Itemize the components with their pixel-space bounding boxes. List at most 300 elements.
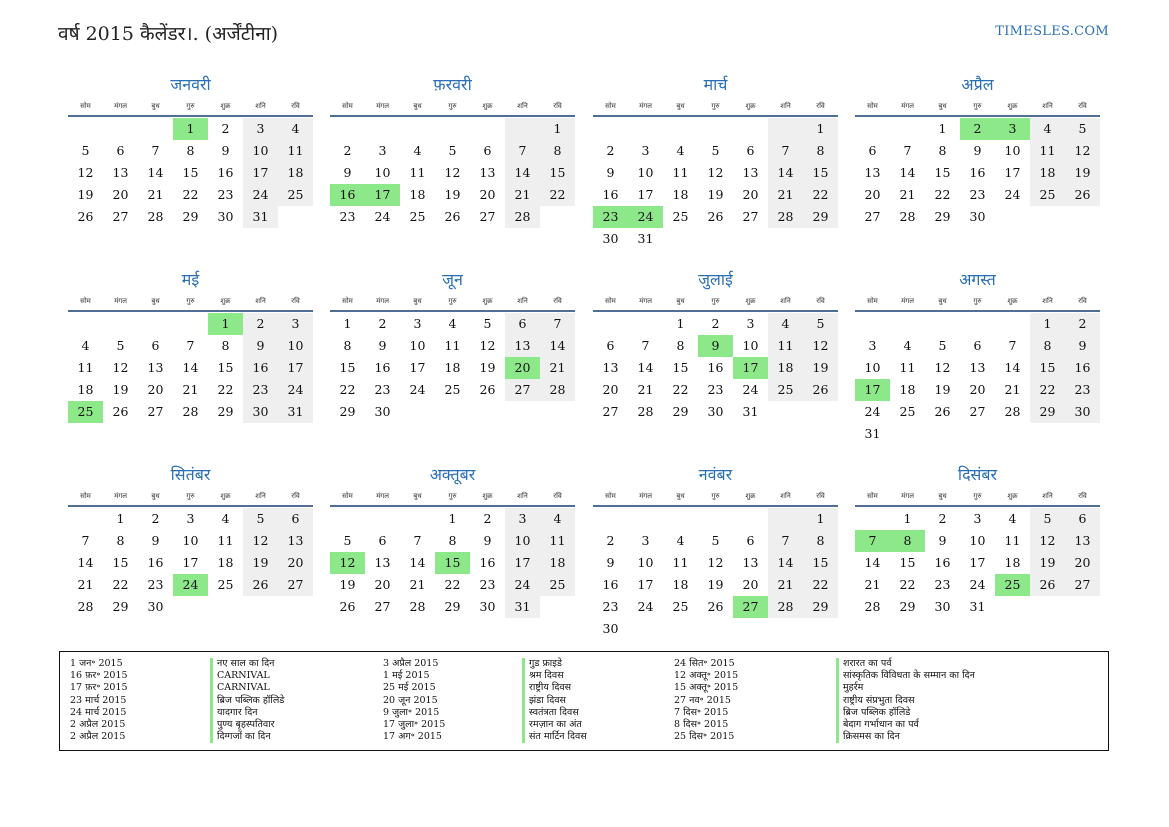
empty-cell — [628, 313, 663, 335]
day-cell: 18 — [409, 187, 426, 202]
day-cell: 16 — [479, 555, 496, 570]
holiday-names-col3 — [836, 658, 975, 743]
empty-cell — [68, 313, 103, 335]
day-cell: 8 — [1030, 335, 1065, 357]
day-cell: 28 — [768, 596, 803, 618]
empty-cell — [663, 118, 698, 140]
weekday-label: शुक्र — [220, 102, 231, 110]
day-cell: 8 — [448, 533, 457, 548]
weekday-label: बुध — [676, 102, 685, 110]
day-cell: 6 — [746, 533, 755, 548]
holiday-date: 20 जून 2015 — [383, 694, 438, 706]
month-block — [593, 72, 838, 250]
empty-cell — [593, 118, 628, 140]
day-cell: 6 — [973, 338, 982, 353]
holiday-date: 24 सित॰ 2015 — [674, 658, 735, 669]
day-cell: 23 — [934, 577, 951, 592]
day-cell: 21 — [77, 577, 94, 592]
holiday-name: राष्ट्रीय संप्रभुता दिवस — [836, 695, 975, 707]
holiday-date: 17 जुला॰ 2015 — [383, 719, 446, 731]
weekday-label: गुरु — [448, 492, 457, 500]
day-grid — [68, 508, 313, 618]
day-cell: 25 — [899, 404, 916, 419]
empty-cell — [855, 313, 890, 335]
day-cell: 13 — [1065, 530, 1100, 552]
holiday-day-cell: 8 — [890, 530, 925, 552]
holiday-date: 17 अग॰ 2015 — [383, 731, 442, 743]
holiday-date: 2 अप्रैल 2015 — [70, 719, 126, 731]
day-cell: 27 — [479, 209, 496, 224]
day-cell: 4 — [413, 143, 422, 158]
holiday-name: रमज़ान का अंत — [522, 719, 587, 731]
day-cell: 5 — [711, 533, 720, 548]
day-cell: 18 — [899, 382, 916, 397]
day-cell: 5 — [81, 143, 90, 158]
day-cell: 22 — [112, 577, 129, 592]
day-cell: 7 — [1008, 338, 1017, 353]
day-grid — [593, 508, 838, 640]
day-cell: 8 — [343, 338, 352, 353]
day-cell: 11 — [77, 360, 94, 375]
weekday-label: शुक्र — [482, 297, 493, 305]
day-cell: 25 — [672, 599, 689, 614]
day-cell: 14 — [899, 165, 916, 180]
day-cell: 27 — [864, 209, 881, 224]
weekday-label: सोम — [605, 492, 616, 500]
day-cell: 26 — [707, 209, 724, 224]
day-cell: 8 — [186, 143, 195, 158]
day-cell: 28 — [540, 379, 575, 401]
brand-link[interactable]: TIMESLES.COM — [995, 24, 1109, 39]
day-cell: 26 — [1030, 574, 1065, 596]
header-rule — [330, 115, 575, 117]
day-cell: 28 — [768, 206, 803, 228]
holiday-name: ब्रिज पब्लिक हॉलिडे — [836, 707, 975, 719]
holiday-name: CARNIVAL — [210, 682, 284, 694]
day-cell: 12 — [1065, 140, 1100, 162]
weekday-label: शुक्र — [482, 492, 493, 500]
weekday-label: शनि — [517, 492, 528, 500]
day-cell: 15 — [899, 555, 916, 570]
day-cell: 25 — [444, 382, 461, 397]
day-cell: 26 — [243, 574, 278, 596]
weekday-header — [330, 98, 575, 114]
weekday-label: शनि — [1042, 297, 1053, 305]
empty-cell — [890, 313, 925, 335]
weekday-label: शनि — [255, 102, 266, 110]
holiday-day-cell: 2 — [960, 118, 995, 140]
month-name: मार्च — [703, 75, 728, 94]
day-cell: 20 — [112, 187, 129, 202]
day-cell: 17 — [969, 555, 986, 570]
day-cell: 17 — [637, 187, 654, 202]
holiday-name: दिग्गजों का दिन — [210, 731, 284, 743]
day-cell: 24 — [637, 599, 654, 614]
day-cell: 22 — [444, 577, 461, 592]
day-cell: 19 — [339, 577, 356, 592]
month-name: दिसंबर — [957, 465, 998, 484]
day-cell: 4 — [676, 533, 685, 548]
day-cell: 18 — [768, 357, 803, 379]
empty-cell — [925, 313, 960, 335]
day-cell: 3 — [378, 143, 387, 158]
holiday-name: क्रिसमस का दिन — [836, 731, 975, 743]
day-cell: 19 — [444, 187, 461, 202]
day-cell: 24 — [1004, 187, 1021, 202]
month-name: सितंबर — [170, 465, 211, 484]
holiday-date: 24 मार्च 2015 — [70, 706, 127, 718]
weekday-label: रवि — [291, 297, 300, 305]
day-cell: 1 — [903, 511, 912, 526]
day-cell: 18 — [278, 162, 313, 184]
day-cell: 23 — [147, 577, 164, 592]
weekday-label: गुरु — [973, 102, 982, 110]
day-cell: 28 — [1004, 404, 1021, 419]
day-cell: 27 — [112, 209, 129, 224]
empty-cell — [768, 118, 803, 140]
day-cell: 29 — [1030, 401, 1065, 423]
month-block — [330, 72, 575, 228]
day-cell: 11 — [1030, 140, 1065, 162]
day-cell: 31 — [969, 599, 986, 614]
day-cell: 15 — [803, 162, 838, 184]
day-cell: 2 — [938, 511, 947, 526]
day-cell: 21 — [768, 574, 803, 596]
holiday-name: नए साल का दिन — [210, 658, 284, 670]
empty-cell — [855, 118, 890, 140]
day-cell: 31 — [637, 231, 654, 246]
day-cell: 12 — [444, 165, 461, 180]
day-cell: 18 — [540, 552, 575, 574]
day-cell: 8 — [116, 533, 125, 548]
weekday-header — [330, 293, 575, 309]
day-cell: 16 — [243, 357, 278, 379]
day-cell: 6 — [483, 143, 492, 158]
day-cell: 26 — [707, 599, 724, 614]
weekday-label: गुरु — [448, 297, 457, 305]
weekday-label: शुक्र — [745, 297, 756, 305]
day-cell: 18 — [1030, 162, 1065, 184]
holiday-day-cell: 27 — [733, 596, 768, 618]
holiday-name: सांस्कृतिक विविधता के सम्मान का दिन — [836, 670, 975, 682]
day-cell: 28 — [637, 404, 654, 419]
day-cell: 30 — [243, 401, 278, 423]
day-cell: 19 — [112, 382, 129, 397]
month-name: अगस्त — [959, 270, 996, 289]
empty-cell — [628, 508, 663, 530]
weekday-header — [68, 488, 313, 504]
day-cell: 30 — [969, 209, 986, 224]
day-cell: 4 — [221, 511, 230, 526]
holiday-name: गुड फ्राइडे — [522, 658, 587, 670]
weekday-label: मंगल — [376, 297, 389, 305]
day-cell: 22 — [803, 184, 838, 206]
day-cell: 11 — [899, 360, 916, 375]
day-cell: 17 — [278, 357, 313, 379]
month-block — [68, 462, 313, 618]
day-cell: 26 — [1065, 184, 1100, 206]
day-cell: 19 — [934, 382, 951, 397]
day-cell: 5 — [483, 316, 492, 331]
day-cell: 27 — [505, 379, 540, 401]
holiday-day-cell: 12 — [330, 552, 365, 574]
holiday-day-cell: 1 — [208, 313, 243, 335]
day-cell: 1 — [448, 511, 457, 526]
weekday-label: गुरु — [186, 492, 195, 500]
day-cell: 23 — [1065, 379, 1100, 401]
day-cell: 30 — [707, 404, 724, 419]
day-cell: 12 — [243, 530, 278, 552]
day-cell: 11 — [444, 338, 461, 353]
day-cell: 29 — [934, 209, 951, 224]
day-cell: 10 — [182, 533, 199, 548]
day-cell: 15 — [672, 360, 689, 375]
day-cell: 14 — [409, 555, 426, 570]
day-cell: 24 — [969, 577, 986, 592]
day-cell: 8 — [803, 530, 838, 552]
day-cell: 18 — [217, 555, 234, 570]
month-block — [330, 462, 575, 618]
day-cell: 10 — [742, 338, 759, 353]
weekday-header — [593, 488, 838, 504]
weekday-label: मंगल — [639, 102, 652, 110]
day-cell: 25 — [672, 209, 689, 224]
month-name: नवंबर — [698, 465, 733, 484]
header-rule — [593, 505, 838, 507]
day-cell: 23 — [707, 382, 724, 397]
empty-cell — [733, 508, 768, 530]
day-cell: 13 — [112, 165, 129, 180]
empty-cell — [365, 508, 400, 530]
day-cell: 20 — [147, 382, 164, 397]
day-cell: 5 — [1065, 118, 1100, 140]
month-name: मई — [181, 270, 200, 289]
empty-cell — [698, 508, 733, 530]
day-grid — [593, 313, 838, 423]
empty-cell — [330, 508, 365, 530]
day-cell: 23 — [374, 382, 391, 397]
holiday-date: 1 जन॰ 2015 — [70, 658, 123, 669]
weekday-label: बुध — [151, 492, 160, 500]
day-cell: 26 — [112, 404, 129, 419]
day-cell: 3 — [641, 143, 650, 158]
weekday-header — [593, 98, 838, 114]
day-cell: 1 — [343, 316, 352, 331]
day-cell: 3 — [746, 316, 755, 331]
holiday-day-cell: 24 — [628, 206, 663, 228]
weekday-label: रवि — [816, 297, 825, 305]
day-cell: 1 — [116, 511, 125, 526]
day-cell: 29 — [339, 404, 356, 419]
holiday-dates-col2 — [383, 658, 445, 743]
day-grid — [330, 118, 575, 228]
day-cell: 12 — [803, 335, 838, 357]
holiday-day-cell: 25 — [995, 574, 1030, 596]
day-cell: 8 — [221, 338, 230, 353]
day-cell: 11 — [217, 533, 234, 548]
day-cell: 4 — [1008, 511, 1017, 526]
day-cell: 30 — [374, 404, 391, 419]
day-cell: 21 — [182, 382, 199, 397]
day-cell: 9 — [221, 143, 230, 158]
holiday-name: राष्ट्रीय दिवस — [522, 682, 587, 694]
weekday-label: शुक्र — [220, 492, 231, 500]
day-cell: 10 — [637, 555, 654, 570]
weekday-label: शनि — [780, 297, 791, 305]
day-grid — [330, 508, 575, 618]
day-cell: 2 — [606, 533, 615, 548]
day-cell: 10 — [637, 165, 654, 180]
day-cell: 22 — [1030, 379, 1065, 401]
day-cell: 16 — [374, 360, 391, 375]
day-cell: 2 — [606, 143, 615, 158]
holiday-dates-col1 — [70, 658, 128, 743]
day-cell: 5 — [448, 143, 457, 158]
month-name: जुलाई — [698, 270, 733, 289]
day-cell: 10 — [374, 165, 391, 180]
empty-cell — [890, 118, 925, 140]
day-cell: 30 — [217, 209, 234, 224]
day-grid — [855, 118, 1100, 228]
day-cell: 25 — [1030, 184, 1065, 206]
day-cell: 7 — [186, 338, 195, 353]
day-cell: 18 — [1004, 555, 1021, 570]
weekday-label: बुध — [938, 297, 947, 305]
day-grid — [855, 313, 1100, 445]
holiday-names-col1 — [210, 658, 284, 743]
day-cell: 22 — [672, 382, 689, 397]
day-cell: 9 — [606, 555, 615, 570]
holiday-day-cell: 7 — [855, 530, 890, 552]
weekday-label: शनि — [780, 102, 791, 110]
day-cell: 1 — [938, 121, 947, 136]
day-cell: 9 — [483, 533, 492, 548]
holiday-name: पुण्य बृहस्पतिवार — [210, 719, 284, 731]
holiday-date: 1 मई 2015 — [383, 670, 430, 682]
header-rule — [330, 505, 575, 507]
weekday-label: रवि — [553, 492, 562, 500]
day-cell: 2 — [378, 316, 387, 331]
day-cell: 11 — [409, 165, 426, 180]
day-cell: 27 — [602, 404, 619, 419]
day-cell: 21 — [409, 577, 426, 592]
empty-cell — [698, 118, 733, 140]
day-grid — [330, 313, 575, 423]
weekday-header — [68, 98, 313, 114]
day-cell: 25 — [768, 379, 803, 401]
day-cell: 5 — [116, 338, 125, 353]
month-block — [855, 462, 1100, 618]
day-cell: 19 — [803, 357, 838, 379]
weekday-label: शुक्र — [482, 102, 493, 110]
empty-cell — [68, 118, 103, 140]
day-cell: 7 — [540, 313, 575, 335]
weekday-label: शनि — [255, 492, 266, 500]
day-cell: 20 — [374, 577, 391, 592]
day-cell: 28 — [147, 209, 164, 224]
day-cell: 9 — [378, 338, 387, 353]
day-cell: 28 — [409, 599, 426, 614]
weekday-label: सोम — [867, 492, 878, 500]
day-cell: 29 — [803, 596, 838, 618]
holiday-date: 3 अप्रैल 2015 — [383, 658, 439, 669]
weekday-label: रवि — [291, 102, 300, 110]
day-cell: 12 — [934, 360, 951, 375]
holiday-name: झंडा दिवस — [522, 695, 587, 707]
holiday-date: 25 दिस॰ 2015 — [674, 731, 735, 743]
day-cell: 11 — [672, 165, 689, 180]
day-cell: 24 — [742, 382, 759, 397]
day-cell: 24 — [409, 382, 426, 397]
day-cell: 9 — [938, 533, 947, 548]
weekday-label: बुध — [413, 492, 422, 500]
empty-cell — [733, 118, 768, 140]
weekday-label: बुध — [151, 297, 160, 305]
day-cell: 9 — [606, 165, 615, 180]
weekday-label: मंगल — [901, 492, 914, 500]
day-cell: 31 — [505, 596, 540, 618]
day-cell: 11 — [672, 555, 689, 570]
day-cell: 3 — [186, 511, 195, 526]
day-cell: 19 — [77, 187, 94, 202]
day-cell: 19 — [243, 552, 278, 574]
day-cell: 9 — [343, 165, 352, 180]
day-cell: 21 — [540, 357, 575, 379]
empty-cell — [138, 313, 173, 335]
day-cell: 20 — [864, 187, 881, 202]
weekday-label: मंगल — [639, 297, 652, 305]
day-cell: 26 — [77, 209, 94, 224]
weekday-label: शनि — [517, 102, 528, 110]
day-cell: 9 — [151, 533, 160, 548]
day-cell: 6 — [278, 508, 313, 530]
month-name: अप्रैल — [961, 75, 994, 94]
day-cell: 15 — [803, 552, 838, 574]
weekday-label: रवि — [816, 492, 825, 500]
day-cell: 9 — [973, 143, 982, 158]
empty-cell — [400, 118, 435, 140]
weekday-header — [593, 293, 838, 309]
header-rule — [593, 310, 838, 312]
day-cell: 15 — [934, 165, 951, 180]
weekday-label: मंगल — [114, 297, 127, 305]
weekday-label: रवि — [553, 297, 562, 305]
day-cell: 27 — [969, 404, 986, 419]
day-cell: 16 — [602, 187, 619, 202]
weekday-label: रवि — [291, 492, 300, 500]
weekday-label: मंगल — [114, 102, 127, 110]
weekday-label: सोम — [605, 102, 616, 110]
day-cell: 21 — [768, 184, 803, 206]
day-cell: 1 — [803, 118, 838, 140]
weekday-label: गुरु — [711, 492, 720, 500]
day-cell: 2 — [243, 313, 278, 335]
day-cell: 20 — [1065, 552, 1100, 574]
day-cell: 3 — [278, 313, 313, 335]
day-cell: 3 — [505, 508, 540, 530]
day-cell: 9 — [1065, 335, 1100, 357]
day-cell: 7 — [768, 140, 803, 162]
day-cell: 25 — [217, 577, 234, 592]
day-cell: 27 — [1065, 574, 1100, 596]
weekday-label: गुरु — [186, 297, 195, 305]
day-cell: 4 — [903, 338, 912, 353]
weekday-label: मंगल — [376, 492, 389, 500]
holiday-date: 15 अक्तू॰ 2015 — [674, 682, 739, 694]
day-cell: 26 — [803, 379, 838, 401]
day-cell: 13 — [479, 165, 496, 180]
holiday-day-cell: 23 — [593, 206, 628, 228]
